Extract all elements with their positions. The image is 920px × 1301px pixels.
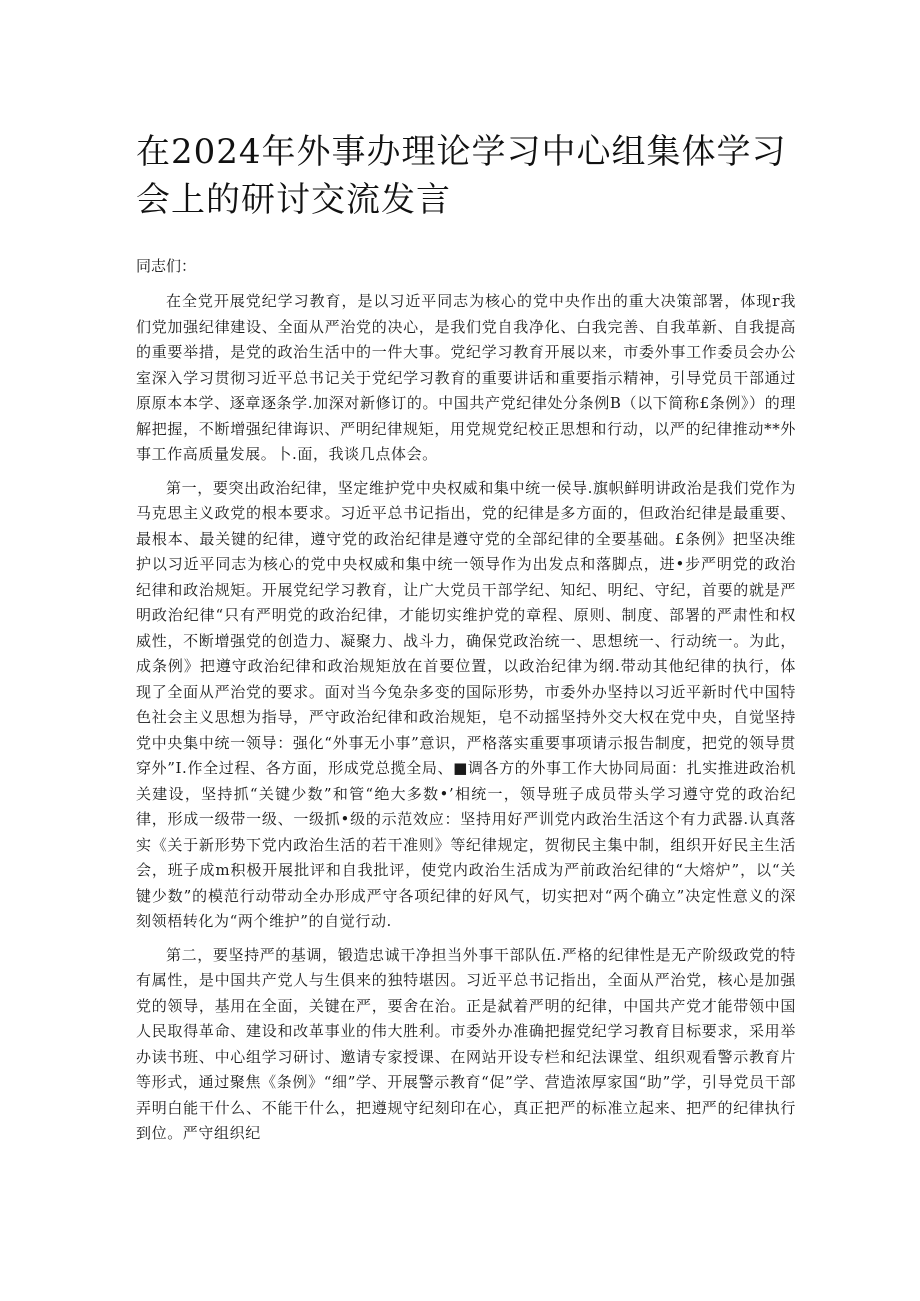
document-title: 在2024年外事办理论学习中心组集体学习会上的研讨交流发言 <box>136 132 787 220</box>
paragraph-second-point: 第二，要坚持严的基调，锻造忠诚干净担当外事干部队伍.严格的纪律性是无产阶级政党的特有属性，是中国共产党人与生俱来的独特堪因。习近平总书记指出，全面从严治党，核心是加强党的领导，基用在全面，关键在严，要舍在治。正是弑着严明的纪律，中国共产党才能带领中国人民取得革命、建设和改革事业的伟大胜利。市委外办准确把握党纪学习教育目标要求，采用举办读书班、中心组学习研讨、邀请专家授课、在网站开设专栏和纪法课堂、组织观看警示教育片等形式，通过聚焦《条例》“细”学、开展警示教育“促”学、营造浓厚家国“助”学，引导党员干部弄明白能干什么、不能干什么，把遵规守纪刻印在心，真正把严的标准立起来、把严的纪律执行到位。严守组织纪 <box>136 945 796 1142</box>
salutation: 同志们： <box>136 257 197 275</box>
document-page <box>136 128 796 1155</box>
paragraph-intro: 在全党开展党纪学习教育，是以习近平同志为核心的党中央作出的重大决策部署，体现r我们党加强纪律建设、全面从严治党的决心，是我们党自我净化、白我完善、自我革新、自我提高的重要举措，是党的政治生活中的一件大事。党纪学习教育开展以来，市委外事工作委员会办公室深入学习贯彻习近平总书记关于党纪学习教育的重要讲话和重要指示精神，引导党员干部通过原原本本学、逐章逐条学.加深对新修订的。中国共产党纪律处分条例B（以下简称£条例》）的理解把握，不断增强纪律诲识、严明纪律规矩，用党规党纪校正思想和行动，以严的纪律推动**外事工作高质量发展。卜.面，我谈几点体会。 <box>136 292 796 463</box>
paragraph-first-point: 第一，要突出政治纪律，坚定维护党中央权威和集中统一侯导.旗帜鲜明讲政治是我们党作为马克思主义政党的根本要求。习近平总书记指出，党的纪律是多方面的，但政治纪律是最重要、最根本、最关键的纪律，遵守党的政治纪律是遵守党的全部纪律的全要基础。£条例》把坚决维护以习近平同志为核心的党中央权威和集中统一领导作为出发点和落脚点，进•步严明党的政治纪律和政治规矩。开展党纪学习教育，让广大党员干部学纪、知纪、明纪、守纪，首要的就是严明政治纪律“只有严明党的政治纪律，才能切实维护党的章程、原则、制度、部署的严肃性和权威性，不断增强党的创造力、凝聚力、战斗力，确保党政治统一、思想统一、行动统一。为此，成条例》把遵守政治纪律和政治规矩放在首要位置，以政治纪律为纲.带动其他纪律的执行，体现了全面从严治党的要求。面对当今兔杂多变的国际形势，市委外办坚持以习近平新时代中国特色社会主义思想为指导，严守政治纪律和政治规矩，皂不动摇坚持外交大权在党中央，自觉坚持党中央集中统一领导：强化“外事无小事”意识，严格落实重要事项请示报告制度，把党的领导贯穿外”I.作全过程、各方面，形成党总揽全局、■调各方的外事工作大协同局面：扎实推进政治机关建设，坚持抓“关键少数”和管“绝大多数•’相统一，领导班子成员带头学习遵守党的政治纪律，形成一级带一级、一级抓•级的示范效应：坚持用好严训党内政治生活这个有力武器.认真落实《关于新形势下党内政治生活的若干准则》等纪律规定，贺彻民主集中制，组织开好民主生活会，班子成m积极开展批评和自我批评，使党内政治生活成为严前政治纪律的“大熔炉”，以“关键少数”的模范行动带动全办形成严守各项纪律的好风气，切实把对“两个确立”决定性意义的深刻领梧转化为“两个维护”的自觉行动. <box>136 478 796 930</box>
